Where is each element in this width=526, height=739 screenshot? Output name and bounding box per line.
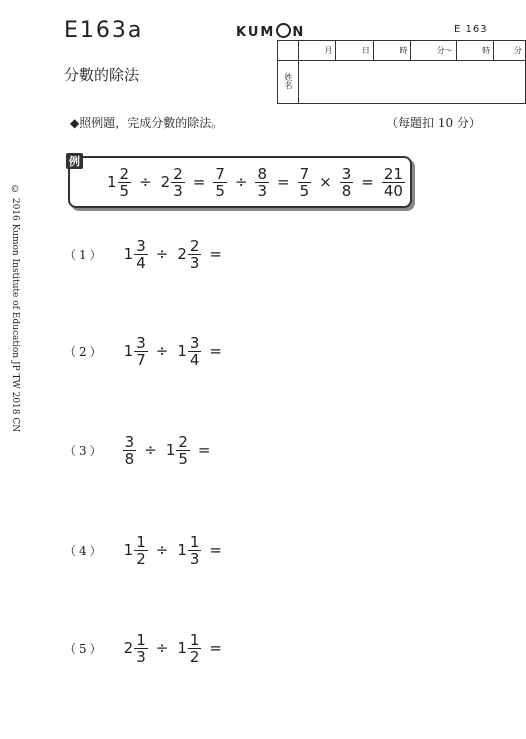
example-box	[68, 156, 412, 208]
numerator: 7	[215, 164, 225, 183]
dividend	[122, 632, 149, 665]
divisor	[175, 632, 202, 665]
whole-number: 1	[177, 540, 187, 559]
equals-sign: =	[197, 441, 211, 459]
problem-equation	[64, 234, 226, 274]
operator: ÷	[155, 245, 169, 263]
fraction	[118, 166, 132, 199]
denominator: 8	[341, 181, 352, 200]
dividend	[122, 238, 149, 271]
numerator: 7	[299, 164, 310, 183]
problem-5	[64, 628, 226, 668]
problem-number: （2）	[64, 344, 105, 359]
corner-cell	[278, 41, 299, 61]
student-info-table	[277, 40, 526, 104]
instruction	[70, 114, 223, 131]
points-note: （每題扣 10 分）	[386, 116, 481, 130]
problem-equation	[64, 530, 226, 570]
whole-number: 1	[123, 341, 134, 360]
problem-equation	[64, 331, 226, 371]
end-minute-cell[interactable]: 分	[494, 41, 526, 61]
denominator: 3	[257, 181, 268, 200]
numerator: 1	[136, 630, 146, 649]
denominator: 5	[119, 181, 130, 200]
denominator: 40	[383, 181, 403, 200]
example-term	[381, 166, 406, 199]
numerator: 1	[189, 630, 200, 649]
dividend	[122, 335, 149, 368]
fraction	[134, 534, 148, 567]
problem-2	[64, 331, 226, 371]
whole-number: 1	[107, 172, 117, 191]
day-cell[interactable]: 日	[336, 41, 374, 61]
problem-3	[64, 430, 214, 470]
worksheet-code: E163a	[64, 18, 144, 43]
fraction	[188, 238, 202, 271]
denominator: 4	[136, 253, 146, 272]
example-term	[297, 166, 313, 199]
numerator: 8	[257, 164, 268, 183]
example-equation	[102, 162, 409, 202]
example-term	[105, 166, 132, 199]
problem-equation	[64, 430, 214, 470]
numerator: 3	[136, 236, 146, 255]
denominator: 3	[189, 253, 200, 272]
equals-sign: =	[209, 639, 222, 657]
fraction	[255, 166, 269, 199]
denominator: 3	[173, 181, 183, 200]
operator: ÷	[155, 639, 169, 657]
name-field[interactable]	[298, 61, 525, 104]
example-term	[212, 166, 228, 199]
problem-equation	[64, 628, 226, 668]
logo-text-left: KUM	[236, 25, 276, 40]
operator: =	[192, 173, 206, 191]
numerator: 3	[124, 432, 135, 451]
start-hour-cell[interactable]: 時	[373, 41, 411, 61]
logo-circle-icon	[276, 23, 291, 38]
end-hour-cell[interactable]: 時	[456, 41, 494, 61]
fraction	[134, 238, 148, 271]
equals-sign: =	[209, 245, 222, 263]
operator: =	[277, 173, 290, 191]
divisor	[175, 534, 202, 567]
start-minute-cell[interactable]: 分～	[411, 41, 456, 61]
problem-1	[64, 234, 226, 274]
whole-number: 2	[177, 244, 187, 263]
numerator: 2	[173, 164, 183, 183]
whole-number: 1	[165, 440, 176, 459]
numerator: 1	[189, 532, 200, 551]
fraction	[134, 632, 148, 665]
denominator: 3	[189, 549, 200, 568]
operator: ÷	[155, 342, 169, 360]
month-cell[interactable]: 月	[298, 41, 336, 61]
denominator: 8	[124, 449, 135, 468]
fraction	[123, 434, 137, 467]
fraction	[176, 434, 190, 467]
denominator: 5	[178, 449, 188, 468]
whole-number: 2	[123, 638, 134, 657]
operator: ×	[319, 173, 332, 191]
instruction-text: 照例題，完成分數的除法。	[79, 116, 224, 130]
operator: ÷	[139, 173, 152, 191]
operator: ÷	[155, 541, 169, 559]
worksheet-code-small: E 163	[454, 24, 488, 35]
logo-text-right: N	[292, 25, 306, 40]
whole-number: 2	[160, 172, 171, 191]
example-label: 例	[66, 153, 83, 169]
denominator: 3	[136, 647, 146, 666]
whole-number: 1	[123, 244, 134, 263]
problem-number: （3）	[64, 443, 105, 458]
divisor	[175, 335, 202, 368]
divisor	[164, 434, 191, 467]
dividend	[122, 534, 149, 567]
problem-4	[64, 530, 226, 570]
example-term	[254, 166, 270, 199]
example-term	[339, 166, 355, 199]
name-label: 姓名	[283, 73, 293, 89]
fraction	[188, 534, 202, 567]
numerator: 3	[189, 333, 200, 352]
operator: =	[361, 173, 374, 191]
problem-number: （5）	[64, 641, 105, 656]
denominator: 2	[189, 647, 200, 666]
whole-number: 1	[177, 341, 187, 360]
divisor	[175, 238, 202, 271]
copyright-notice: © 2016 Kumon Institute of Education JP TW 2018 CN	[10, 185, 20, 433]
numerator: 21	[383, 164, 403, 183]
whole-number: 1	[123, 540, 134, 559]
fraction	[171, 166, 185, 199]
problem-number: （1）	[64, 247, 105, 262]
operator: ÷	[234, 173, 248, 191]
operator: ÷	[144, 441, 157, 459]
fraction	[188, 335, 202, 368]
page-title: 分數的除法	[64, 66, 140, 84]
numerator: 3	[136, 333, 146, 352]
whole-number: 1	[177, 638, 187, 657]
problem-number: （4）	[64, 543, 105, 558]
denominator: 7	[136, 350, 146, 369]
denominator: 5	[299, 181, 310, 200]
denominator: 4	[189, 350, 200, 369]
fraction	[213, 166, 227, 199]
fraction	[188, 632, 202, 665]
kumon-logo	[236, 23, 305, 40]
numerator: 2	[119, 164, 130, 183]
equals-sign: =	[209, 541, 222, 559]
denominator: 2	[136, 549, 146, 568]
fraction	[382, 166, 405, 199]
dividend	[122, 434, 138, 467]
numerator: 3	[341, 164, 352, 183]
numerator: 1	[136, 532, 146, 551]
denominator: 5	[215, 181, 225, 200]
example-term	[159, 166, 186, 199]
fraction	[298, 166, 312, 199]
numerator: 2	[178, 432, 188, 451]
equals-sign: =	[209, 342, 222, 360]
diamond-icon: ◆	[70, 116, 80, 130]
fraction	[134, 335, 148, 368]
fraction	[340, 166, 354, 199]
numerator: 2	[189, 236, 200, 255]
